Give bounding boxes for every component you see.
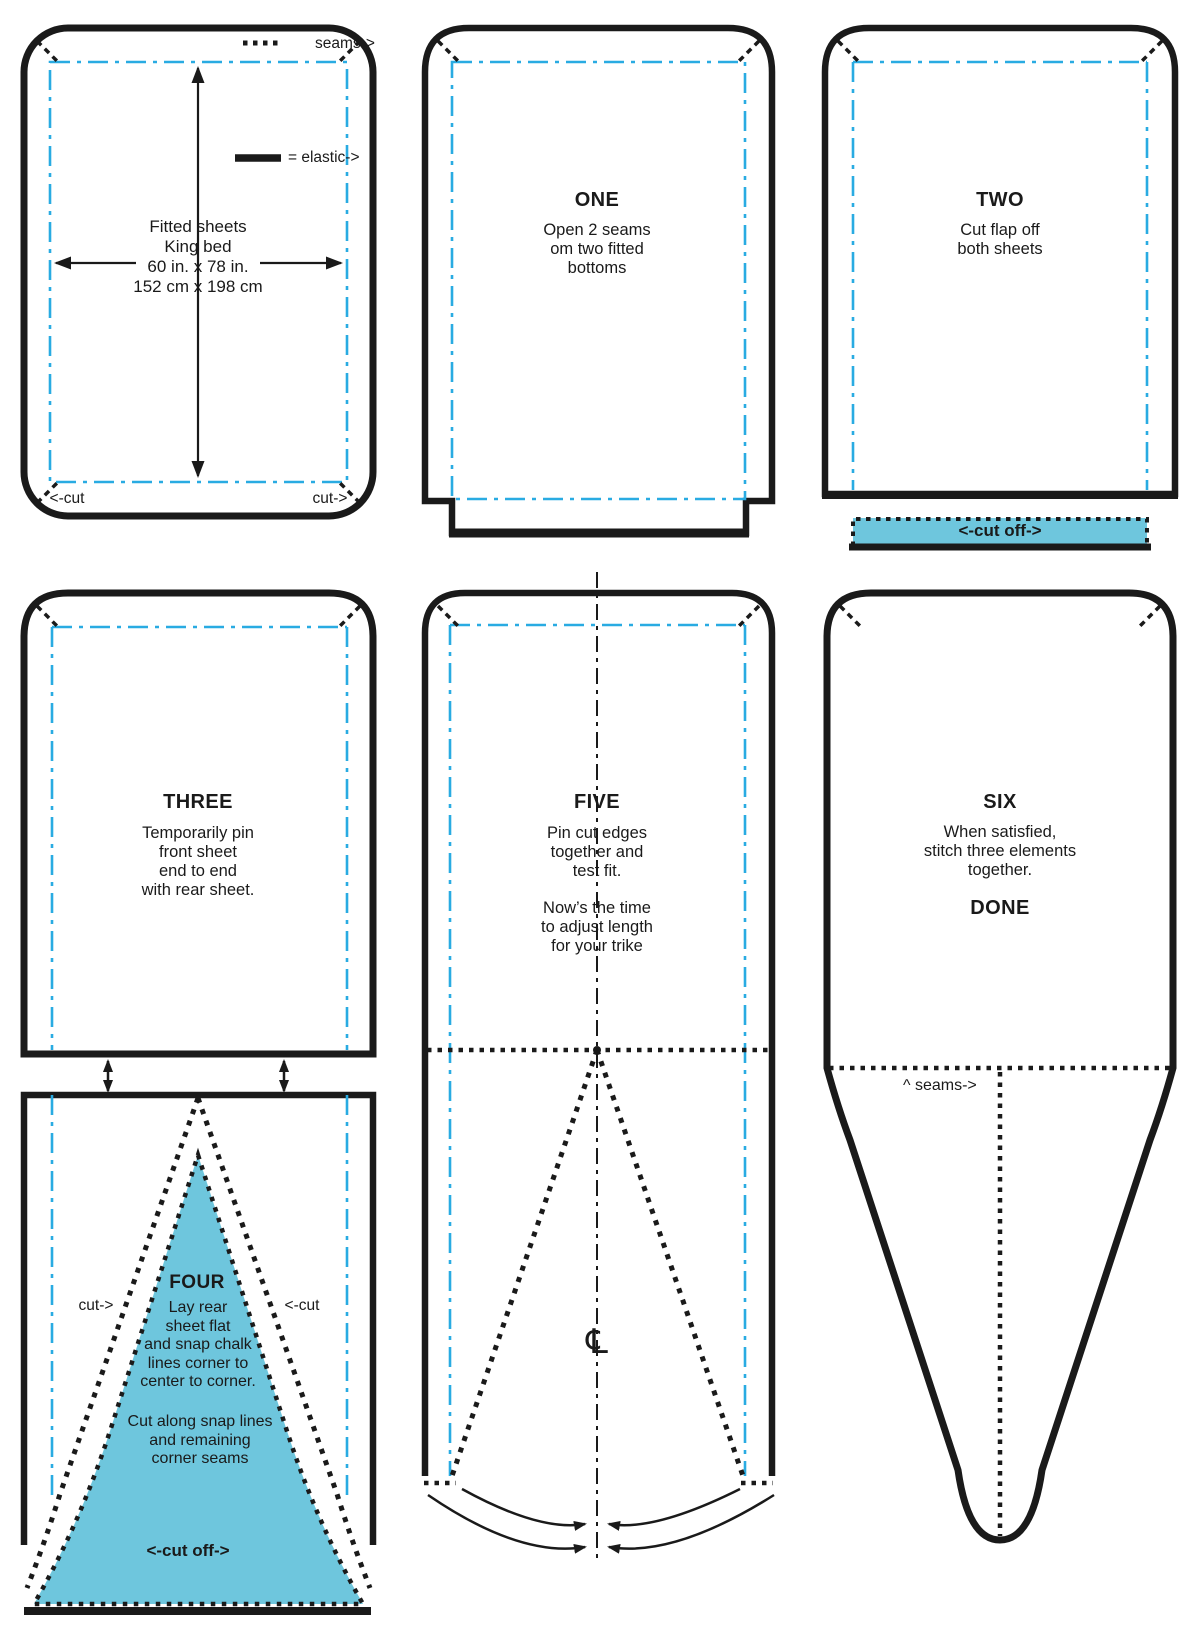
step-one-outline	[425, 28, 772, 533]
key-cut-right-label: cut->	[312, 490, 348, 507]
step-six-corner-seam-dashes	[840, 606, 1160, 628]
step-two-corner-seam-dashes	[838, 41, 1162, 63]
step-three-title: THREE	[163, 791, 233, 813]
centerline-symbol: ℄	[586, 1322, 608, 1362]
step-four-cut-left-label: cut->	[78, 1297, 114, 1314]
step-one-panel	[425, 28, 772, 533]
step-two-text: Cut flap off both sheets	[957, 221, 1043, 258]
key-cut-left-label: <-cut	[49, 490, 85, 507]
fold-to-center-arrows	[428, 1489, 774, 1549]
step-four-title: FOUR	[169, 1272, 225, 1293]
step-six-done-label: DONE	[970, 897, 1030, 919]
step-five-corner-seam-dashes	[438, 606, 759, 628]
step-six-seams-label: ^ seams->	[903, 1077, 977, 1094]
step-one-title: ONE	[574, 189, 620, 211]
step-two-panel	[822, 28, 1178, 547]
step-one-elastic-line	[452, 62, 745, 499]
step-two-outline	[825, 28, 1175, 494]
step-one-text: Open 2 seams om two fitted bottoms	[543, 221, 651, 277]
step-two-title: TWO	[976, 189, 1024, 211]
step-five-panel	[424, 572, 774, 1560]
step-six-text: When satisfied, stitch three elements together.	[923, 823, 1077, 879]
step-five-title: FIVE	[573, 791, 621, 813]
step-four-cut-right-label: <-cut	[284, 1297, 320, 1314]
step-four-text-a: Lay rear sheet flat and snap chalk lines corner to center to corner.	[140, 1299, 256, 1390]
seams-legend-label: seams->	[315, 35, 375, 52]
step-three-corner-seam-dashes	[37, 606, 360, 628]
step-four-cutoff-label: <-cut off->	[146, 1541, 230, 1560]
step-one-corner-seam-dashes	[438, 41, 759, 63]
step-six-title: SIX	[983, 791, 1017, 813]
step-two-cutoff-label: <-cut off->	[958, 521, 1042, 540]
step-five-text-b: Now’s the time to adjust length for your trike	[541, 899, 653, 955]
elastic-legend-label: = elastic->	[288, 149, 360, 166]
step-four-text-b: Cut along snap lines and remaining corner seams	[127, 1413, 273, 1467]
key-panel-text: Fitted sheets King bed 60 in. x 78 in. 152 cm x 198 cm	[133, 217, 263, 296]
step-two-elastic-line	[853, 62, 1147, 490]
step-five-text-a: Pin cut edges together and test fit.	[547, 824, 647, 880]
step-three-text: Temporarily pin front sheet end to end with rear sheet.	[141, 824, 255, 899]
step-six-panel	[827, 593, 1173, 1540]
